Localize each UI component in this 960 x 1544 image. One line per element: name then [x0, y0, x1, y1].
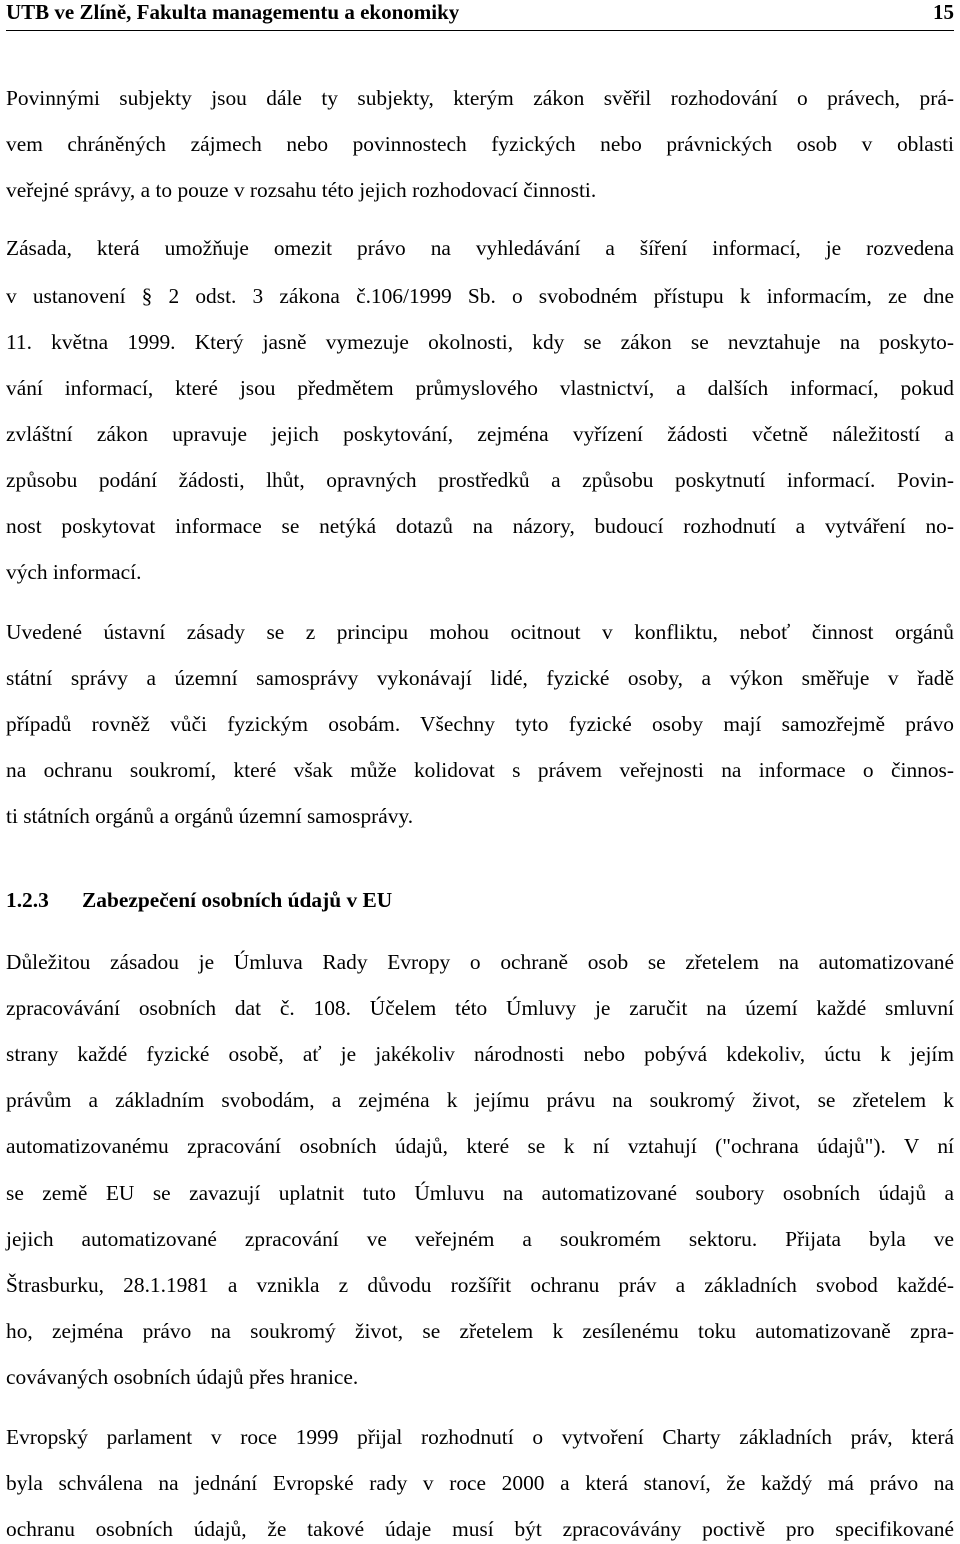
text-line: 11. května 1999. Který jasně vymezuje okolnosti, kdy se zákon se nevztahuje na poskyto- — [6, 330, 954, 354]
text-line: v ustanovení § 2 odst. 3 zákona č.106/1999 Sb. o svobodném přístupu k informacím, ze dne — [6, 284, 954, 308]
text-line: státní správy a územní samosprávy vykonávají lidé, fyzické osoby, a výkon směřuje v řadě — [6, 666, 954, 690]
text-line: zpracovávání osobních dat č. 108. Účelem této Úmluvy je zaručit na území každé smluvní — [6, 996, 954, 1020]
text-line: se země EU se zavazují uplatnit tuto Úmluvu na automatizované soubory osobních údajů a — [6, 1181, 954, 1205]
section-heading — [6, 888, 392, 913]
text-line: vání informací, které jsou předmětem průmyslového vlastnictví, a dalších informací, pokud — [6, 376, 954, 400]
text-line: vých informací. — [6, 560, 142, 584]
text-line: vem chráněných zájmech nebo povinnostech fyzických nebo právnických osob v oblasti — [6, 132, 954, 156]
text-line: případů rovněž vůči fyzickým osobám. Všechny tyto fyzické osoby mají samozřejmě právo — [6, 712, 954, 736]
text-line: ti státních orgánů a orgánů územní samosprávy. — [6, 804, 414, 828]
section-title: Zabezpečení osobních údajů v EU — [82, 888, 393, 912]
text-line: covávaných osobních údajů přes hranice. — [6, 1365, 359, 1389]
text-line: na ochranu soukromí, které však může kolidovat s právem veřejnosti na informace o činnos- — [6, 758, 954, 782]
text-line: veřejné správy, a to pouze v rozsahu této jejich rozhodovací činnosti. — [6, 178, 597, 202]
text-line: Uvedené ústavní zásady se z principu mohou ocitnout v konfliktu, neboť činnost orgánů — [6, 620, 954, 644]
text-line: způsobu podání žádosti, lhůt, opravných prostředků a způsobu poskytnutí informací. Povin- — [6, 468, 954, 492]
text-line: Štrasburku, 28.1.1981 a vznikla z důvodu rozšířit ochranu práv a základních svobod každé- — [6, 1273, 954, 1297]
text-line: Povinnými subjekty jsou dále ty subjekty, kterým zákon svěřil rozhodování o právech, prá- — [6, 86, 954, 110]
section-number: 1.2.3 — [6, 888, 49, 912]
page-number: 15 — [933, 0, 954, 24]
text-line: jejich automatizované zpracování ve veřejném a soukromém sektoru. Přijata byla ve — [6, 1227, 954, 1251]
text-line: zvláštní zákon upravuje jejich poskytování, zejména vyřízení žádosti včetně náležitostí a — [6, 422, 954, 446]
text-line: ochranu osobních údajů, že takové údaje musí být zpracovávány poctivě pro specifikované — [6, 1517, 954, 1541]
text-line: automatizovanému zpracování osobních údajů, které se k ní vztahují ("ochrana údajů"). V ní — [6, 1134, 954, 1158]
text-line: Důležitou zásadou je Úmluva Rady Evropy o ochraně osob se zřetelem na automatizované — [6, 950, 954, 974]
text-line: Evropský parlament v roce 1999 přijal rozhodnutí o vytvoření Charty základních práv, která — [6, 1425, 954, 1449]
page-header — [6, 0, 954, 31]
text-line: nost poskytovat informace se netýká dotazů na názory, budoucí rozhodnutí a vytváření no- — [6, 514, 954, 538]
text-line: strany každé fyzické osobě, ať je jakékoliv národnosti nebo pobývá kdekoliv, úctu k jejím — [6, 1042, 954, 1066]
text-line: právům a základním svobodám, a zejména k jejímu právu na soukromý život, se zřetelem k — [6, 1088, 954, 1112]
header-title: UTB ve Zlíně, Fakulta managementu a ekonomiky — [6, 0, 460, 24]
text-line: byla schválena na jednání Evropské rady v roce 2000 a která stanoví, že každý má právo na — [6, 1471, 954, 1495]
text-line: Zásada, která umožňuje omezit právo na vyhledávání a šíření informací, je rozvedena — [6, 236, 954, 260]
text-line: ho, zejména právo na soukromý život, se zřetelem k zesílenému toku automatizovaně zpra- — [6, 1319, 954, 1343]
